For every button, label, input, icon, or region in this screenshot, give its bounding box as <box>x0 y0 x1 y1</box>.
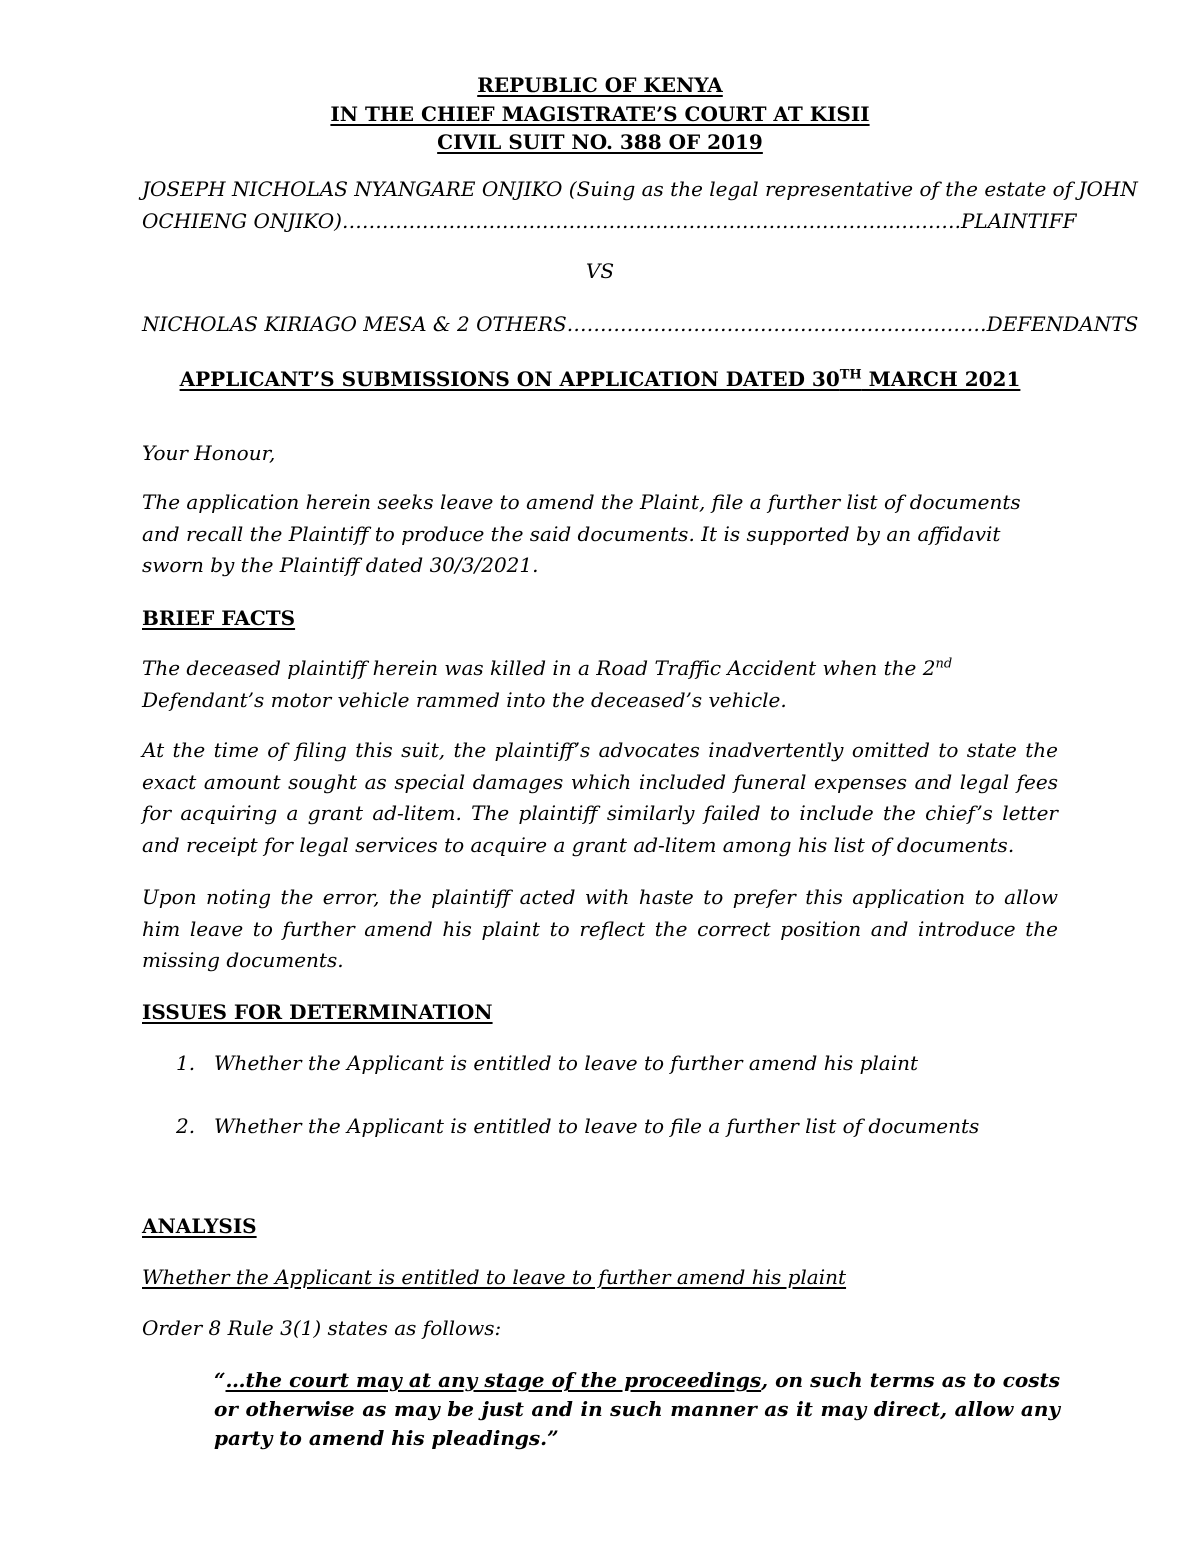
title-suffix: MARCH 2021 <box>861 367 1021 391</box>
issue-2-text: Whether the Applicant is entitled to leave to file a further list of documents <box>214 1114 980 1138</box>
analysis-subheading: Whether the Applicant is entitled to leave to further amend his plaint <box>142 1265 847 1289</box>
quote-underlined-text: …the court may at any stage of the proceedings <box>225 1368 762 1392</box>
facts-p1-prefix: The deceased plaintiff herein was killed in a Road Traffic Accident when the 2 <box>142 656 936 680</box>
issue-1-number: 1. <box>176 1051 196 1075</box>
versus-label: VS <box>585 259 615 283</box>
statute-quote <box>214 1366 1060 1453</box>
brief-facts-paragraph-2: At the time of filing this suit, the plaintiff’s advocates inadvertently omitted to state the exact amount sought as special damages which included funeral expenses and legal fees for acquiring a grant ad-litem. The plaintiff similarly failed to include the chief’s letter and receipt for legal services to acquire a grant ad-litem among his list of documents. <box>142 738 1058 857</box>
plaintiff-line-1: JOSEPH NICHOLAS NYANGARE ONJIKO (Suing as the legal representative of the estate of JOHN <box>142 177 1138 201</box>
header-case-number: CIVIL SUIT NO. 388 OF 2019 <box>437 130 763 154</box>
title-prefix: APPLICANT’S SUBMISSIONS ON APPLICATION DATED 30 <box>179 367 840 391</box>
brief-facts-heading: BRIEF FACTS <box>142 606 296 630</box>
issue-1-text: Whether the Applicant is entitled to leave to further amend his plaint <box>214 1051 919 1075</box>
analysis-heading: ANALYSIS <box>142 1214 257 1238</box>
facts-p1-suffix: Defendant’s motor vehicle rammed into the deceased’s vehicle. <box>142 687 787 712</box>
issue-2-number: 2. <box>176 1114 196 1138</box>
facts-p1-superscript: nd <box>935 656 953 672</box>
quote-open-mark: “ <box>214 1368 226 1392</box>
order-intro: Order 8 Rule 3(1) states as follows: <box>142 1316 502 1340</box>
brief-facts-paragraph-3: Upon noting the error, the plaintiff acted with haste to prefer this application to allow him leave to further amend his plaint to reflect the correct position and introduce the missing documents. <box>142 885 1058 972</box>
header-republic: REPUBLIC OF KENYA <box>477 73 723 97</box>
intro-paragraph: The application herein seeks leave to amend the Plaint, file a further list of documents and recall the Plaintiff to produce the said documents. It is supported by an affidavit sworn by the Plaintiff dated 30/3/2021. <box>142 490 1021 577</box>
defendants-line: NICHOLAS KIRIAGO MESA & 2 OTHERS………………………………………………………DEFENDANTS <box>142 312 1139 336</box>
plaintiff-line-2: OCHIENG ONJIKO)………………………………………………………………………..……….PLAINTIFF <box>142 209 1077 233</box>
submission-title <box>0 366 1200 392</box>
brief-facts-paragraph-1 <box>142 653 1062 716</box>
salutation: Your Honour, <box>142 441 276 465</box>
quote-rest-text: , on such terms as to costs or otherwise as may be just and in such manner as it may direct, allow any party to amend his pleadings.” <box>214 1368 1061 1450</box>
title-superscript: TH <box>839 367 862 383</box>
issues-heading: ISSUES FOR DETERMINATION <box>142 1000 493 1024</box>
header-court: IN THE CHIEF MAGISTRATE’S COURT AT KISII <box>330 102 870 126</box>
